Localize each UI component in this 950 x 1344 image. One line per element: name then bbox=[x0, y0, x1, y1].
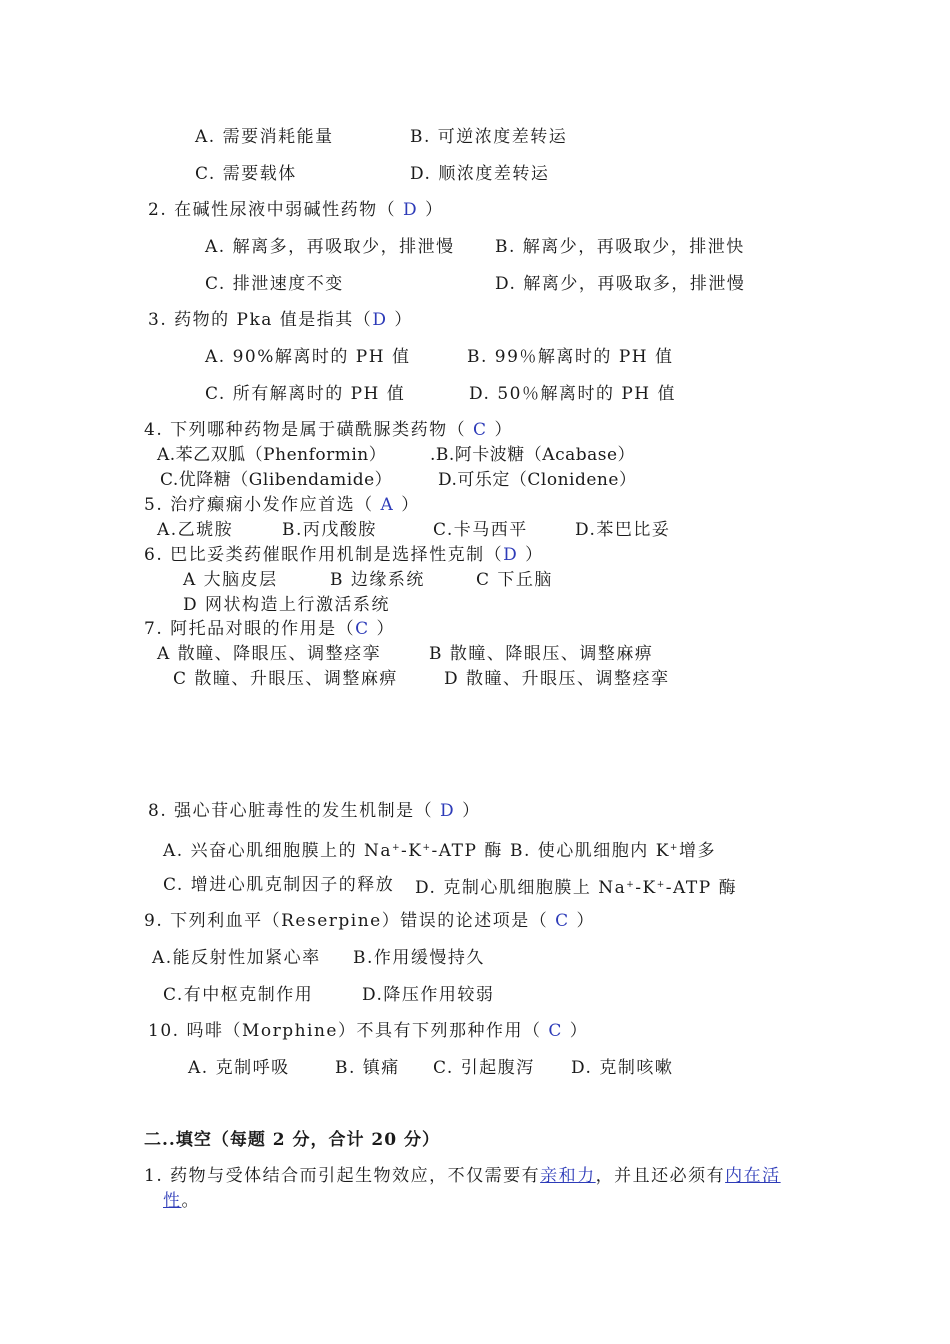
q4-option-c: C.优降糖（Glibendamide） bbox=[160, 470, 393, 490]
q5-option-c: C.卡马西平 bbox=[433, 520, 528, 540]
q8-option-d: D. 克制心肌细胞膜上 Na+-K+-ATP 酶 bbox=[415, 878, 738, 898]
q1-option-b: B. 可逆浓度差转运 bbox=[410, 127, 568, 147]
q4-stem: 4. 下列哪种药物是属于磺酰脲类药物（ C ） bbox=[144, 420, 513, 440]
q5-option-a: A.乙琥胺 bbox=[157, 520, 234, 540]
q9-answer: C bbox=[555, 911, 570, 931]
q10-option-c: C. 引起腹泻 bbox=[433, 1058, 535, 1078]
q9-option-c: C.有中枢克制作用 bbox=[163, 985, 314, 1005]
fill-item-1-continued: 性。 bbox=[163, 1191, 200, 1211]
q10-option-d: D. 克制咳嗽 bbox=[571, 1058, 674, 1078]
q10-option-b: B. 镇痛 bbox=[335, 1058, 400, 1078]
q3-answer: D bbox=[372, 310, 388, 330]
q7-option-a: A 散瞳、降眼压、调整痉挛 bbox=[157, 644, 382, 664]
q3-option-b: B. 99％解离时的 PH 值 bbox=[467, 347, 674, 367]
q9-stem: 9. 下列利血平（Reserpine）错误的论述项是（ C ） bbox=[144, 911, 596, 931]
section-2-heading: 二..填空（每题 2 分，合计 20 分） bbox=[144, 1130, 440, 1150]
q4-option-d: D.可乐定（Clonidene） bbox=[438, 470, 637, 490]
q6-option-c: C 下丘脑 bbox=[476, 570, 553, 590]
q2-option-d: D. 解离少，再吸取多，排泄慢 bbox=[495, 274, 746, 294]
q3-option-c: C. 所有解离时的 PH 值 bbox=[205, 384, 406, 404]
q2-stem: 2. 在碱性尿液中弱碱性药物（ D ） bbox=[148, 200, 444, 220]
q8-option-a: A. 兴奋心肌细胞膜上的 Na+-K+-ATP 酶 bbox=[163, 841, 503, 861]
fill-blank-2-end: 性 bbox=[163, 1191, 182, 1211]
q5-stem: 5. 治疗癫痫小发作应首选（ A ） bbox=[144, 495, 420, 515]
q7-option-b: B 散瞳、降眼压、调整麻痹 bbox=[429, 644, 654, 664]
q8-stem: 8. 强心苷心脏毒性的发生机制是（ D ） bbox=[148, 801, 481, 821]
q2-option-a: A. 解离多，再吸取少，排泄慢 bbox=[205, 237, 455, 257]
q8-answer: D bbox=[440, 801, 456, 821]
q2-option-c: C. 排泄速度不变 bbox=[205, 274, 344, 294]
q3-option-d: D. 50％解离时的 PH 值 bbox=[469, 384, 677, 404]
q4-option-a: A.苯乙双胍（Phenformin） bbox=[157, 445, 387, 465]
q10-stem: 10. 吗啡（Morphine）不具有下列那种作用（ C ） bbox=[148, 1021, 589, 1041]
q6-option-b: B 边缘系统 bbox=[330, 570, 425, 590]
fill-blank-1: 亲和力 bbox=[540, 1166, 596, 1186]
q9-option-d: D.降压作用较弱 bbox=[362, 985, 495, 1005]
q6-option-a: A 大脑皮层 bbox=[183, 570, 278, 590]
q3-stem: 3. 药物的 Pka 值是指其（D ） bbox=[148, 310, 413, 330]
fill-blank-2: 内在活 bbox=[725, 1166, 781, 1186]
q4-answer: C bbox=[473, 420, 488, 440]
q8-option-c: C. 增进心肌克制因子的释放 bbox=[163, 875, 395, 895]
q7-option-d: D 散瞳、升眼压、调整痉挛 bbox=[444, 669, 670, 689]
fill-item-1: 1. 药物与受体结合而引起生物效应，不仅需要有亲和力，并且还必须有内在活 bbox=[144, 1166, 781, 1186]
q7-stem: 7. 阿托品对眼的作用是（C ） bbox=[144, 619, 396, 639]
q5-option-b: B.丙戊酸胺 bbox=[282, 520, 377, 540]
q4-option-b: .B.阿卡波糖（Acabase） bbox=[430, 445, 636, 465]
q1-option-a: A. 需要消耗能量 bbox=[195, 127, 334, 147]
q1-option-d: D. 顺浓度差转运 bbox=[410, 164, 550, 184]
q6-stem: 6. 巴比妥类药催眠作用机制是选择性克制（D ） bbox=[144, 545, 544, 565]
q5-answer: A bbox=[380, 495, 395, 515]
q2-option-b: B. 解离少，再吸取少，排泄快 bbox=[495, 237, 745, 257]
q3-option-a: A. 90%解离时的 PH 值 bbox=[205, 347, 411, 367]
q8-option-b: B. 使心肌细胞内 K+增多 bbox=[510, 841, 716, 861]
q1-option-c: C. 需要载体 bbox=[195, 164, 297, 184]
q6-option-d: D 网状构造上行激活系统 bbox=[183, 595, 391, 615]
q2-answer: D bbox=[403, 200, 419, 220]
q6-answer: D bbox=[503, 545, 519, 565]
q7-answer: C bbox=[355, 619, 370, 639]
q9-option-b: B.作用缓慢持久 bbox=[353, 948, 485, 968]
q10-option-a: A. 克制呼吸 bbox=[188, 1058, 290, 1078]
q7-option-c: C 散瞳、升眼压、调整麻痹 bbox=[173, 669, 398, 689]
q9-option-a: A.能反射性加紧心率 bbox=[152, 948, 321, 968]
q10-answer: C bbox=[548, 1021, 563, 1041]
q5-option-d: D.苯巴比妥 bbox=[575, 520, 671, 540]
